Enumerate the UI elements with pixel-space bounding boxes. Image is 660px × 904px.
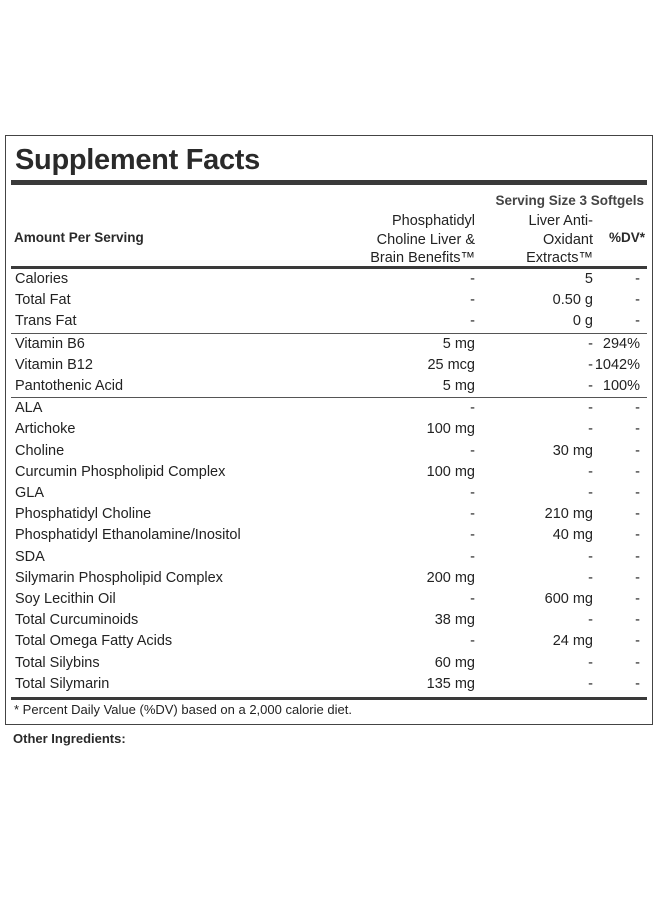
nutrient-name: Phosphatidyl Ethanolamine/Inositol <box>15 527 241 544</box>
nutrient-name: Pantothenic Acid <box>15 378 124 394</box>
formula-2-amount: 210 mg <box>544 506 593 523</box>
table-row <box>6 419 652 440</box>
formula-1-amount: - <box>470 485 475 501</box>
formula-1-amount: - <box>470 591 475 607</box>
nutrient-name: Total Omega Fatty Acids <box>15 633 173 650</box>
formula-1-amount: - <box>470 442 475 459</box>
nutrient-name: Vitamin B6 <box>15 335 85 352</box>
formula-2-amount: 600 mg <box>544 591 593 607</box>
table-row <box>6 290 652 311</box>
column-header-line: Extracts™ <box>526 250 593 266</box>
formula-1-amount: 5 mg <box>442 335 475 352</box>
daily-value: - <box>635 548 640 565</box>
formula-2-amount: - <box>588 548 593 565</box>
formula-2-amount: - <box>588 675 593 692</box>
column-header-line: Oxidant <box>543 231 593 248</box>
daily-value: - <box>635 591 640 607</box>
formula-2-amount: 24 mg <box>552 633 593 650</box>
formula-1-amount: 5 mg <box>442 378 475 394</box>
formula-1-amount: 100 mg <box>426 463 475 480</box>
table-row <box>6 311 652 332</box>
daily-value: 294% <box>602 335 640 352</box>
table-row <box>6 631 652 652</box>
formula-2-amount: - <box>588 569 593 586</box>
daily-value: - <box>635 633 640 650</box>
nutrient-name: Total Silymarin <box>15 675 110 692</box>
formula-2-amount: 40 mg <box>552 527 593 544</box>
column-header-line: Brain Benefits™ <box>370 250 475 266</box>
formula-2-amount: - <box>588 421 593 438</box>
table-row <box>6 525 652 546</box>
table-row <box>6 269 652 290</box>
daily-value: - <box>635 612 640 629</box>
daily-value: - <box>635 463 640 480</box>
formula-1-amount: 200 mg <box>426 569 475 586</box>
formula-1-amount: - <box>470 313 475 330</box>
column-header-line: Choline Liver & <box>376 231 475 248</box>
nutrient-name: Curcumin Phospholipid Complex <box>15 463 226 480</box>
table-row <box>6 355 652 376</box>
formula-2-amount: - <box>588 400 593 417</box>
nutrient-name: Artichoke <box>15 421 76 438</box>
table-row <box>6 547 652 568</box>
table-row <box>6 398 652 419</box>
amount-per-serving-label: Amount Per Serving <box>14 230 144 245</box>
formula-1-amount: - <box>470 506 475 523</box>
nutrient-name: SDA <box>15 548 45 565</box>
formula-1-amount: - <box>470 633 475 650</box>
serving-size: Serving Size 3 Softgels <box>495 193 644 208</box>
nutrient-name: ALA <box>15 400 43 417</box>
formula-1-amount: 38 mg <box>434 612 475 629</box>
daily-value: - <box>635 400 640 417</box>
daily-value: - <box>635 654 640 671</box>
table-row <box>6 483 652 504</box>
footer-divider <box>11 697 647 700</box>
daily-value: - <box>635 442 640 459</box>
formula-1-amount: - <box>470 527 475 544</box>
formula-2-amount: - <box>588 356 593 373</box>
table-row <box>6 674 652 695</box>
nutrient-name: Choline <box>15 442 65 459</box>
nutrient-name: Total Curcuminoids <box>15 612 139 629</box>
table-row <box>6 568 652 589</box>
column-header-formula-2 <box>483 212 593 268</box>
nutrient-name: Vitamin B12 <box>15 356 93 373</box>
formula-1-amount: 135 mg <box>426 675 475 692</box>
formula-2-amount: - <box>588 485 593 501</box>
formula-1-amount: 100 mg <box>426 421 475 438</box>
column-header-line: Liver Anti- <box>528 213 593 229</box>
daily-value: - <box>635 569 640 586</box>
formula-1-amount: 25 mcg <box>427 356 475 373</box>
nutrient-name: Trans Fat <box>15 313 77 330</box>
column-header-formula-1 <box>335 212 475 268</box>
nutrient-name: Calories <box>15 271 69 287</box>
nutrient-name: Total Silybins <box>15 654 100 671</box>
formula-1-amount: - <box>470 292 475 309</box>
nutrient-name: Soy Lecithin Oil <box>15 591 116 607</box>
formula-1-amount: - <box>470 271 475 287</box>
formula-2-amount: - <box>588 612 593 629</box>
daily-value: - <box>635 527 640 544</box>
table-row <box>6 334 652 355</box>
formula-1-amount: - <box>470 548 475 565</box>
table-row <box>6 376 652 397</box>
daily-value: - <box>635 506 640 523</box>
table-row <box>6 589 652 610</box>
title-divider <box>11 180 647 185</box>
nutrient-name: GLA <box>15 485 45 501</box>
table-row <box>6 441 652 462</box>
formula-1-amount: - <box>470 400 475 417</box>
supplement-facts-panel <box>5 135 653 725</box>
formula-2-amount: 5 <box>584 271 593 287</box>
table-row <box>6 610 652 631</box>
nutrient-name: Phosphatidyl Choline <box>15 506 152 523</box>
panel-title: Supplement Facts <box>15 144 260 176</box>
formula-2-amount: - <box>588 378 593 394</box>
daily-value: - <box>635 271 640 287</box>
daily-value: 100% <box>602 378 640 394</box>
table-row <box>6 462 652 483</box>
formula-2-amount: - <box>588 654 593 671</box>
formula-2-amount: 0.50 g <box>552 292 593 309</box>
formula-2-amount: - <box>588 463 593 480</box>
other-ingredients-label: Other Ingredients: <box>13 731 126 746</box>
daily-value: - <box>635 485 640 501</box>
nutrient-name: Total Fat <box>15 292 71 309</box>
formula-1-amount: 60 mg <box>434 654 475 671</box>
daily-value: - <box>635 421 640 438</box>
dv-footnote: * Percent Daily Value (%DV) based on a 2,000 calorie diet. <box>14 702 352 717</box>
daily-value: - <box>635 313 640 330</box>
nutrient-name: Silymarin Phospholipid Complex <box>15 569 223 586</box>
daily-value: - <box>635 675 640 692</box>
column-header-line: Phosphatidyl <box>391 213 475 229</box>
formula-2-amount: 30 mg <box>552 442 593 459</box>
formula-2-amount: - <box>588 335 593 352</box>
daily-value: 1042% <box>594 356 640 373</box>
table-row <box>6 653 652 674</box>
table-row <box>6 504 652 525</box>
formula-2-amount: 0 g <box>572 313 593 330</box>
daily-value: - <box>635 292 640 309</box>
dv-column-header: %DV* <box>608 230 645 245</box>
